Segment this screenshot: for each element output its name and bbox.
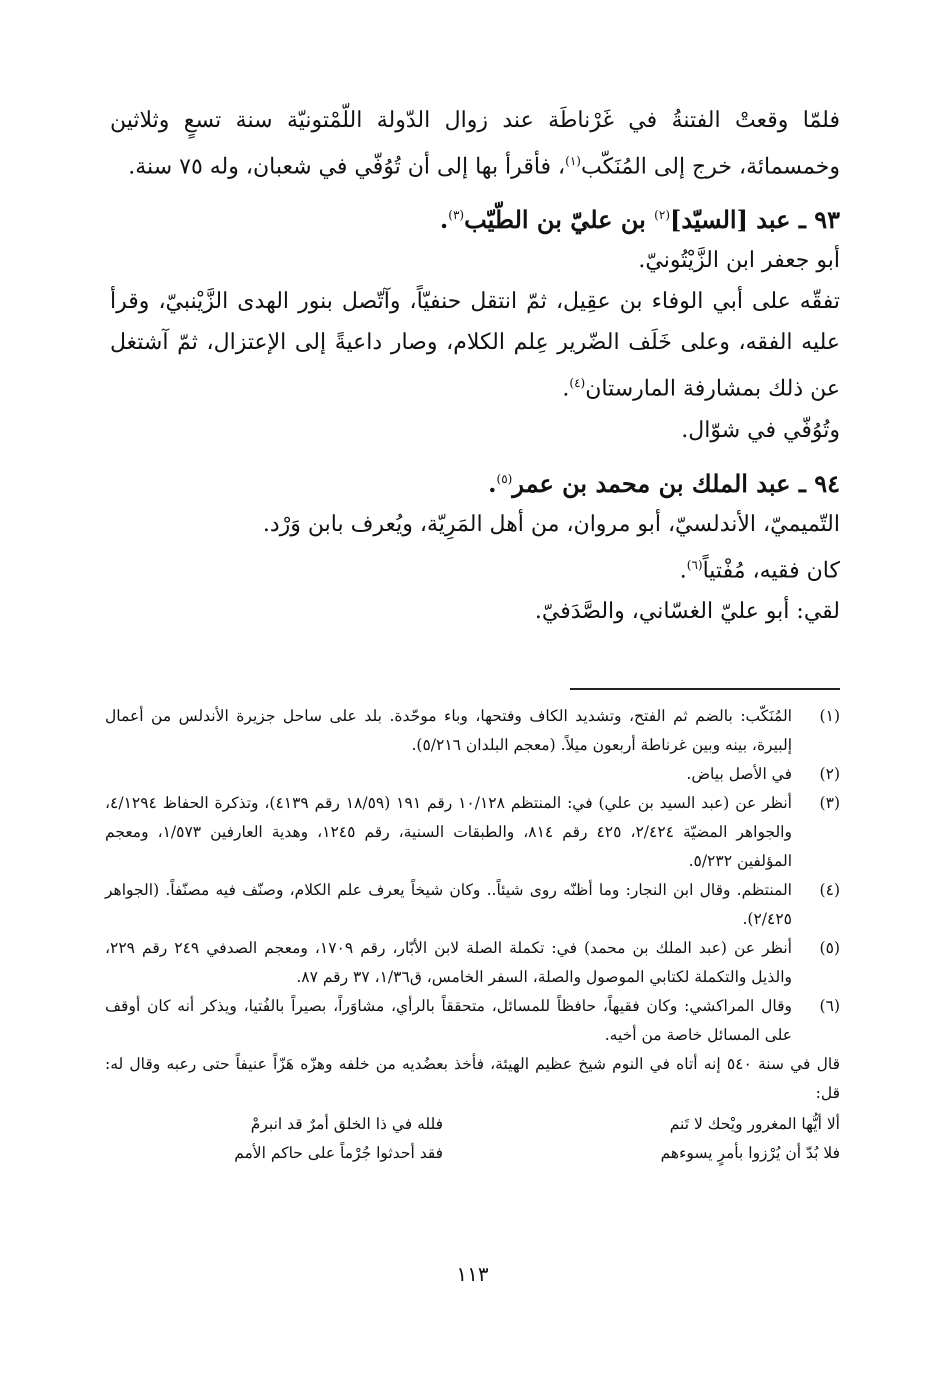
entry-93-kunya: أبو جعفر ابن الزَّيْتُونيّ. xyxy=(638,248,840,274)
paragraph-1 xyxy=(110,100,840,187)
footnote-text: أنظر عن (عبد الملك بن محمد) في: تكملة الصلة لابن الأبّار، رقم ١٧٠٩، ومعجم الصدفي ٢٤٩ رقم ٢٢٩، والذيل والتكملة لكتابي الموصول والصلة، السفر الخامس، ق١/٣٦، ٣٧ رقم ٨٧. xyxy=(105,939,792,986)
footnote-6 xyxy=(105,992,840,1050)
poem xyxy=(105,1110,840,1168)
footnote-divider xyxy=(570,688,840,690)
footnote-text: المُنَكّب: بالضم ثم الفتح، وتشديد الكاف وفتحها، وباء موحّدة. بلد على ساحل جزيرة الأندلس من أعمال إلبيرة، بينه وبين غرناطة أربعون ميلاً. (معجم البلدان ٥/٢١٦). xyxy=(105,707,792,754)
entry-94-fiqh xyxy=(110,545,840,591)
entry-94-name: عبد الملك بن محمد بن عمر xyxy=(512,468,791,498)
footnote-ref-2[interactable]: (٢) xyxy=(654,208,670,223)
poem-hemistich-left: فقد أحدثوا جُرْماً على حاكم الأمم xyxy=(234,1144,444,1162)
footnote-number: (٢) xyxy=(819,765,840,783)
entry-94-fiqh-text: كان فقيه، مُفْتياً xyxy=(702,557,840,583)
poem-hemistich-right: ألا أيُّها المغرور ويْحك لا تَنم xyxy=(669,1115,840,1133)
footnote-ref-3[interactable]: (٣) xyxy=(448,208,465,223)
footnote-5 xyxy=(105,934,840,992)
entry-93-heading xyxy=(110,195,840,240)
entry-93-bio-end: . xyxy=(562,376,570,402)
footnote-3 xyxy=(105,789,840,876)
footnote-text: أنظر عن (عبد السيد بن علي) في: المنتظم ١٠/١٢٨ رقم ١٩١ (١٨/٥٩ رقم ٤١٣٩)، وتذكرة الحفاظ ٤/١٢٩٤، والجواهر المضيّة ٢/٤٢٤، ٤٢٥ رقم ٨١٤، والطبقات السنية، رقم ١٢٤٥، وهدية العارفين ١/٥٧٣، ومعجم المؤلفين ٥/٢٣٢. xyxy=(105,794,792,870)
main-text xyxy=(110,100,840,632)
footnote-number: (٣) xyxy=(819,794,840,812)
page-number: ١١٣ xyxy=(456,1262,489,1286)
entry-94-nisba: التّميميّ، الأندلسيّ، أبو مروان، من أهل المَرِيّة، ويُعرف بابن وَرْد. xyxy=(262,511,840,537)
footnote-text xyxy=(105,992,792,1050)
entry-93-text xyxy=(110,281,840,409)
poem-line-1 xyxy=(105,1110,840,1139)
entry-94-end: . xyxy=(488,468,497,498)
entry-93-end: . xyxy=(439,205,449,235)
poem-hemistich-left: فلله في ذا الخلق أمرٌ قد انبرمْ xyxy=(250,1115,444,1133)
footnote-ref-4[interactable]: (٤) xyxy=(569,376,586,391)
para1-end: ، فأقرأ بها إلى أن تُوُفّي في شعبان، وله ٧٥ سنة. xyxy=(128,154,566,180)
footnote-number: (٦) xyxy=(819,997,840,1015)
entry-93-name-a: عبد [السيّد] xyxy=(670,205,791,235)
footnote-number: (٤) xyxy=(819,881,840,899)
entry-94-met: لقي: أبو عليّ الغسّاني، والصَّدَفيّ. xyxy=(534,598,840,624)
entry-94-heading xyxy=(110,459,840,504)
footnotes xyxy=(105,702,840,1168)
entry-93-death: وتُوُفّي في شوّال. xyxy=(681,417,840,443)
entry-93-bio: تفقّه على أبي الوفاء بن عقِيل، ثمّ انتقل حنفيّاً، وآتّصل بنور الهدى الزَّيْنبيّ، وقرأ عليه الفقه، وعلى خَلَف الضّرير عِلم الكلام، وصار داعيةً إلى الإعتزال، ثمّ آشتغل عن ذلك بمشارفة المارستان xyxy=(110,289,840,402)
footnote-text: في الأصل بياض. xyxy=(686,765,792,783)
footnote-number: (١) xyxy=(819,707,840,725)
footnote-ref-1[interactable]: (١) xyxy=(565,154,581,168)
footnote-ref-5[interactable]: (٥) xyxy=(496,471,513,486)
footnote-ref-6[interactable]: (٦) xyxy=(686,557,703,572)
footnote-4 xyxy=(105,876,840,934)
entry-94-number: ٩٤ ـ xyxy=(798,468,840,498)
footnote-1 xyxy=(105,702,840,760)
entry-93-name-b: بن عليّ بن الطّيّب xyxy=(464,205,646,235)
footnote-6-para-1: وقال المراكشي: وكان فقيهاً، حافظاً للمسائل، متحققاً بالرأي، مشاوَراً، بصيراً بالفُتيا، ويذكر أنه كان أوقف على المسائل خاصة من أخيه. xyxy=(105,997,792,1044)
footnote-text: المنتظم. وقال ابن النجار: وما أظنّه روى شيئاً.. وكان شيخاً يعرف علم الكلام، وصنّف فيه مصنّفاً. (الجواهر ٢/٤٢٥). xyxy=(105,881,792,928)
poem-hemistich-right: فلا بُدّ أن يُرْزوا بأمرٍ يسوءهم xyxy=(660,1144,840,1162)
footnote-6-para-2: قال في سنة ٥٤٠ إنه أتاه في النوم شيخ عظيم الهيئة، فأخذ بعضُديه من خلفه وهزّه هَزّاً عنيفاً حتى رعبه وقال له: قل: xyxy=(105,1055,841,1102)
body-text xyxy=(110,100,840,632)
footnote-number: (٥) xyxy=(819,939,840,957)
entry-94-fiqh-end: . xyxy=(679,557,687,583)
para1-text: فلمّا وقعتْ الفتنةُ في غَرْناطَة عند زوال الدّولة اللّمْتونيّة سنة تسعٍ وثلاثين وخمسمائة، خرج إلى المُنَكّب xyxy=(110,108,840,180)
poem-line-2 xyxy=(105,1139,840,1168)
entry-93-number: ٩٣ ـ xyxy=(798,205,840,235)
footnote-6-continuation xyxy=(105,1050,840,1168)
footnote-2 xyxy=(105,760,840,789)
